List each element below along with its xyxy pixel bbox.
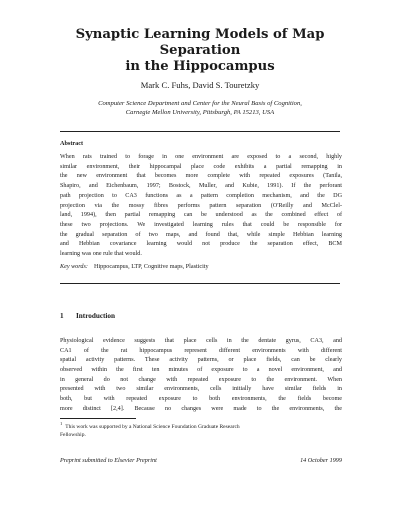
abstract-line: the new environment that becomes more complete with repeated exposures (Tanila,: [60, 173, 342, 180]
section-heading: [60, 312, 115, 320]
section-title: Introduction: [76, 312, 116, 320]
author-list: Mark C. Fuhs, David S. Touretzky: [140, 80, 260, 90]
abstract-line: the gradual separation of two maps, and found that, while simple Hebbian learning: [60, 231, 342, 238]
intro-line: more distinct [2,4]. Because no changes were made to the environments, the: [60, 405, 342, 412]
keywords-list: Hippocampus, LTP, Cognitive maps, Plasticity: [94, 264, 209, 270]
abstract-line: path projection to CA3 functions as a pattern completion mechanism, and the DG: [60, 192, 342, 199]
footnote-line-2: Fellowship.: [60, 432, 86, 439]
intro-line: spatial activity patterns. These activity patterns, or place fields, can be clearly: [60, 357, 342, 364]
abstract-line: land, 1994), then partial remapping can be understood as the combined effect of: [60, 212, 342, 219]
preprint-note: Preprint submitted to Elsevier Preprint: [60, 457, 157, 464]
affiliation-line-1: Computer Science Department and Center for the Neural Basis of Cognition,: [98, 100, 302, 107]
introduction-body: [60, 337, 342, 414]
footnote-mark: 1: [60, 421, 63, 426]
title-line-1: Synaptic Learning Models of Map Separation: [75, 27, 325, 58]
keywords-label: Key words:: [60, 264, 88, 270]
intro-line: Physiological evidence suggests that place cells in the dentate gyrus, CA3, and: [60, 338, 342, 344]
paper-title: [40, 27, 360, 75]
abstract-line: projection via the mossy fibres performs pattern separation (O'Reilly and McClel-: [60, 202, 342, 209]
abstract-top-rule: [60, 131, 340, 132]
title-line-2: in the Hippocampus: [125, 59, 275, 74]
intro-line: both, but with repeated exposure to both environments, the fields become: [60, 395, 342, 402]
footnote-line-1: [60, 420, 342, 431]
affiliation: [40, 99, 360, 117]
abstract-heading: Abstract: [60, 140, 84, 147]
footnote-text: This work was supported by a National Science Foundation Graduate Research: [65, 423, 240, 430]
intro-line: CA1 of the rat hippocampus represent different environments with different: [60, 347, 342, 354]
intro-line: presented with two similar environments, cells initially have similar fields in: [60, 386, 342, 393]
affiliation-line-2: Carnegie Mellon University, Pittsburgh, PA 15213, USA: [125, 109, 275, 116]
intro-line: observed within the first ten minutes of exposure to a novel environment, and: [60, 366, 342, 373]
section-number: 1: [60, 312, 64, 320]
abstract-line: similar environment, their hippocampal place code exhibits a partial remapping in: [60, 163, 342, 170]
abstract-line: When rats trained to forage in one environment are exposed to a second, highly: [60, 154, 342, 160]
keywords: [60, 264, 209, 270]
preprint-date: 14 October 1999: [300, 457, 342, 464]
footnote: [60, 420, 342, 439]
footnote-rule: [60, 418, 136, 419]
abstract-bottom-rule: [60, 283, 340, 284]
abstract-body: [60, 153, 342, 260]
abstract-line: these two projections. We investigated learning rules that could be responsible for: [60, 221, 342, 228]
abstract-line: and Hebbian covariance learning would not produce the separation effect, BCM: [60, 241, 342, 248]
abstract-line: Shapiro, and Eichenbaum, 1997; Bostock, Muller, and Kubie, 1991). If the perforant: [60, 183, 342, 190]
abstract-line: learning was one rule that would.: [60, 251, 142, 258]
intro-line: in general do not change with repeated exposure to the environment. When: [60, 376, 342, 383]
